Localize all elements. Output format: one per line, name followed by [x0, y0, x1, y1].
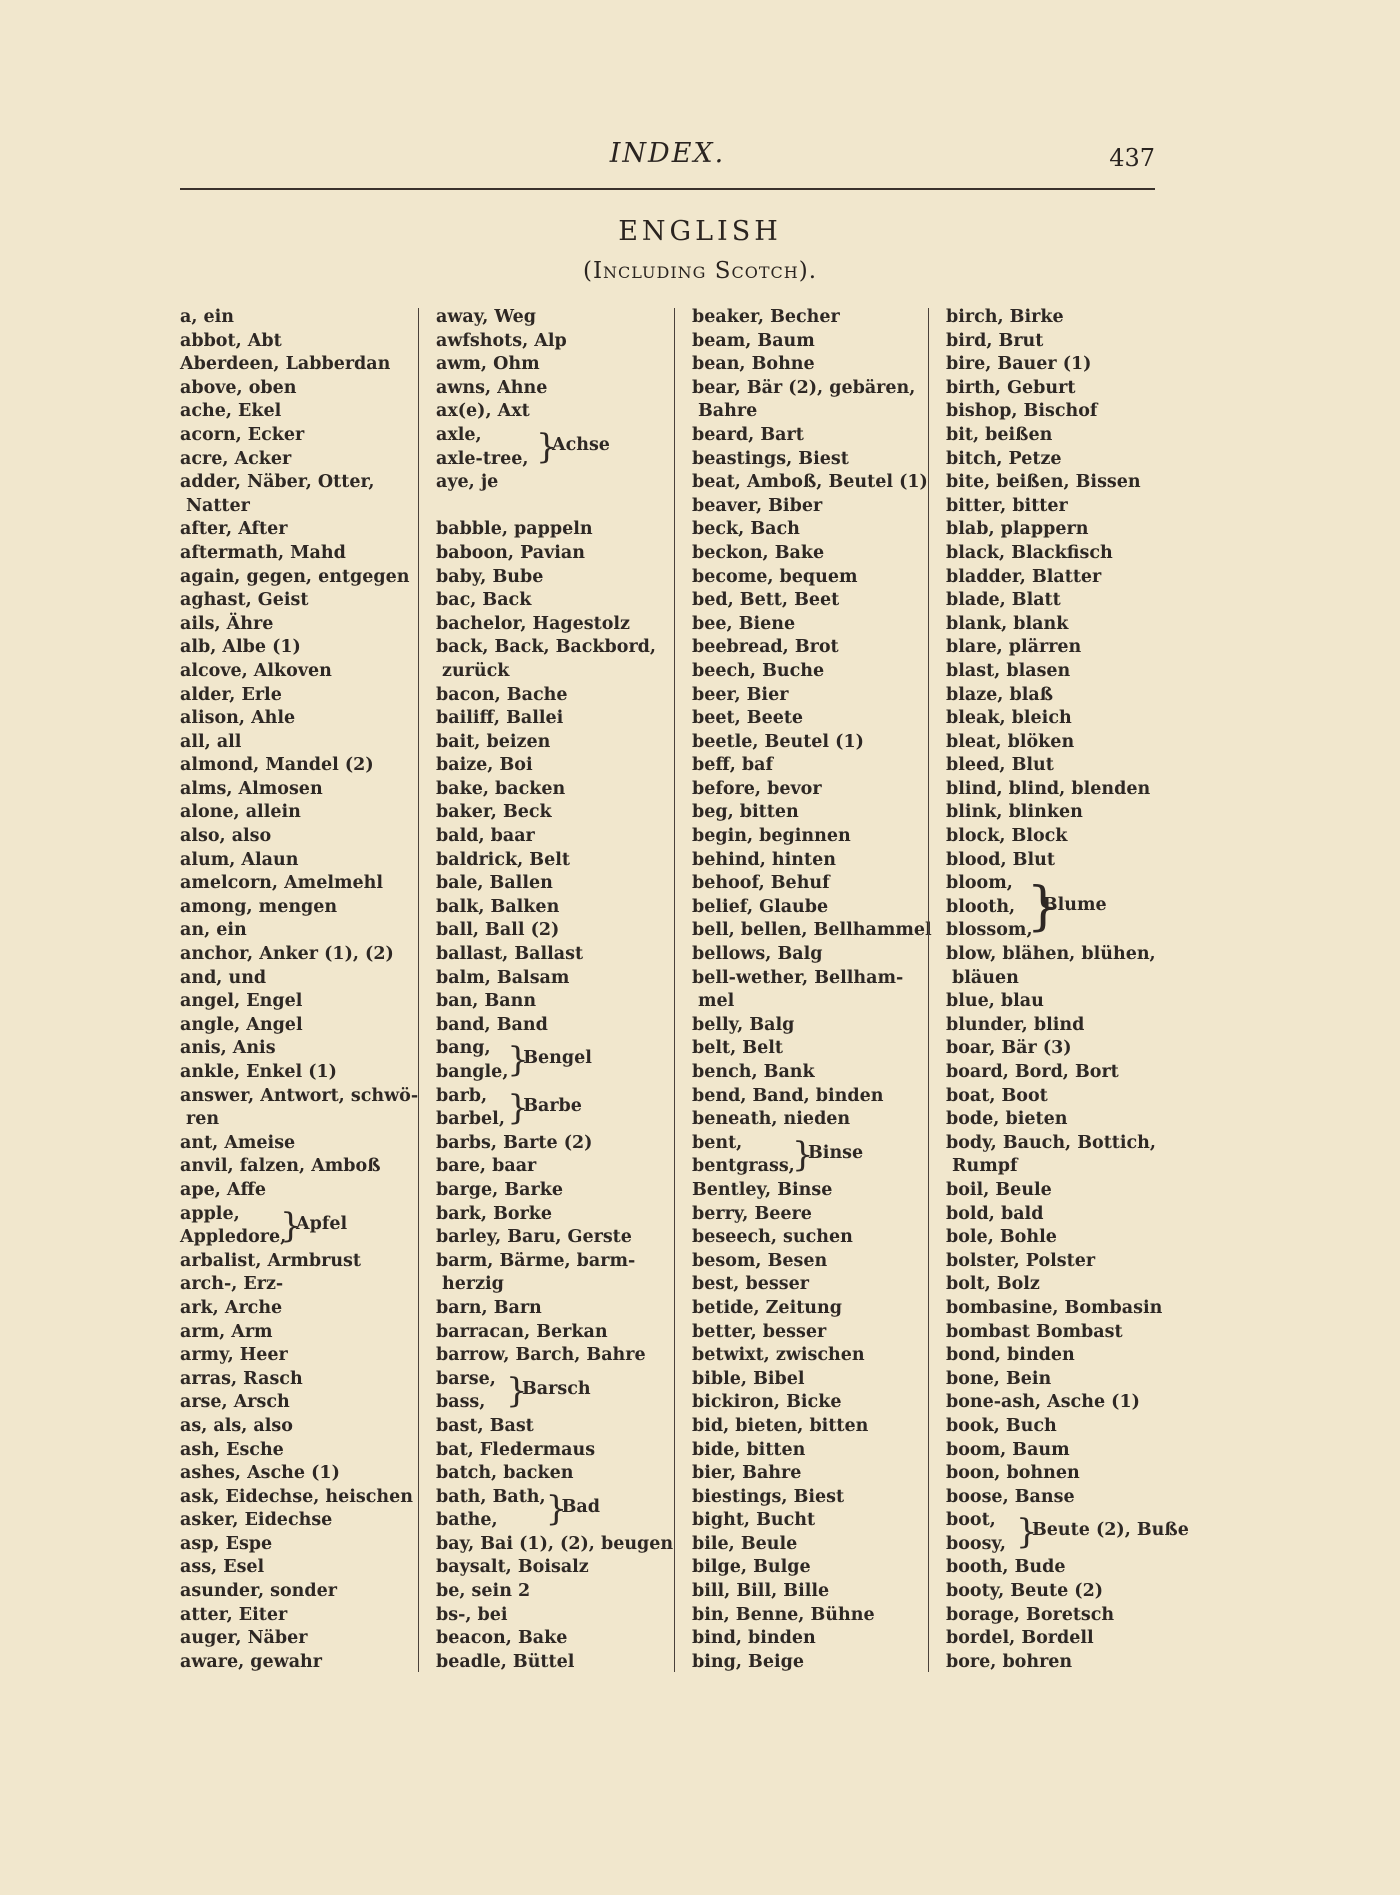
index-entry: bachelor, Hagestolz [436, 613, 630, 634]
index-entry: body, Bauch, Bottich, [946, 1132, 1156, 1153]
index-headword: bath, Bath, [436, 1486, 546, 1507]
index-entry: beastings, Biest [692, 448, 849, 469]
index-entry: bier, Bahre [692, 1463, 802, 1484]
index-entry: bailiff, Ballei [436, 708, 564, 729]
index-entry: better, besser [692, 1321, 827, 1342]
index-entry: blank, blank [946, 613, 1069, 634]
index-entry: borage, Boretsch [946, 1604, 1115, 1625]
column-divider [674, 308, 675, 1672]
index-entry: awfshots, Alp [436, 330, 567, 351]
index-entry: blab, plappern [946, 519, 1089, 540]
index-entry: arch-, Erz- [180, 1274, 284, 1295]
index-entry: begin, beginnen [692, 826, 851, 847]
index-entry: asp, Espe [180, 1533, 273, 1554]
index-entry: blow, blähen, blühen, [946, 944, 1156, 965]
index-entry: bind, binden [692, 1628, 816, 1649]
index-headword: bathe, [436, 1510, 498, 1531]
index-entry: bight, Bucht [692, 1510, 816, 1531]
index-entry-group [180, 1203, 410, 1250]
index-entry: ankle, Enkel (1) [180, 1062, 337, 1082]
index-entry: bean, Bohne [692, 354, 815, 375]
index-entry: bole, Bohle [946, 1227, 1057, 1248]
index-headword: bass, [436, 1392, 486, 1413]
index-entry: barley, Baru, Gerste [436, 1227, 632, 1248]
index-entry: bake, backen [436, 778, 566, 799]
index-entry-continuation: herzig [442, 1274, 504, 1295]
index-entry-group [436, 1486, 666, 1533]
index-entry-group [436, 1037, 666, 1084]
index-entry: bay, Bai (1), (2), beugen [436, 1533, 674, 1554]
index-translation: Barsch [522, 1378, 591, 1399]
index-entry: bide, bitten [692, 1439, 806, 1460]
index-entry: above, oben [180, 377, 297, 398]
index-entry: bone, Bein [946, 1368, 1052, 1389]
index-entry: awns, Ahne [436, 377, 548, 398]
index-headword: blossom, [946, 920, 1033, 941]
index-entry: barn, Barn [436, 1297, 542, 1318]
index-entry: alcove, Alkoven [180, 660, 332, 681]
index-entry-group [946, 1509, 1189, 1556]
index-entry: blaze, blaß [946, 684, 1053, 705]
index-entry: bleat, blöken [946, 731, 1075, 752]
index-entry: beck, Bach [692, 519, 800, 540]
index-entry: bed, Bett, Beet [692, 590, 840, 611]
index-column-1 [180, 306, 419, 1674]
index-entry-continuation: Natter [186, 495, 250, 516]
index-entry: also, also [180, 826, 272, 847]
index-entry: aghast, Geist [180, 590, 309, 611]
index-translation: Bengel [523, 1048, 592, 1069]
index-entry: balm, Balsam [436, 967, 570, 988]
index-entry: Bentley, Binse [692, 1179, 833, 1200]
index-entry-continuation: zurück [442, 660, 510, 681]
index-entry: blink, blinken [946, 802, 1083, 823]
index-entry: ball, Ball (2) [436, 920, 560, 941]
index-entry: among, mengen [180, 896, 338, 917]
index-entry: bombast Bombast [946, 1321, 1123, 1342]
index-entry: blunder, blind [946, 1014, 1085, 1035]
index-entry: bald, baar [436, 826, 535, 847]
index-entry: bark, Borke [436, 1203, 553, 1224]
index-entry: blade, Blatt [946, 590, 1061, 611]
index-entry: an, ein [180, 920, 247, 941]
index-headword: bent, [692, 1132, 743, 1153]
index-entry: betide, Zeitung [692, 1297, 842, 1318]
index-entry: bickiron, Bicke [692, 1392, 842, 1413]
brace-glyph: } [507, 1087, 529, 1128]
index-headword: boosy, [946, 1533, 1007, 1554]
index-entry: ark, Arche [180, 1297, 283, 1318]
index-entry: blue, blau [946, 991, 1044, 1012]
index-entry: ashes, Asche (1) [180, 1463, 340, 1484]
index-entry: ache, Ekel [180, 401, 282, 422]
index-entry: bible, Bibel [692, 1368, 805, 1389]
brace-glyph: } [545, 1488, 568, 1529]
index-entry: anchor, Anker (1), (2) [180, 944, 394, 965]
index-entry: bird, Brut [946, 330, 1044, 351]
index-entry: bit, beißen [946, 424, 1053, 445]
index-entry: back, Back, Backbord, [436, 637, 657, 658]
index-entry: balk, Balken [436, 896, 560, 917]
index-entry: alms, Almosen [180, 778, 323, 799]
index-entry: book, Buch [946, 1415, 1057, 1436]
index-entry: barracan, Berkan [436, 1321, 608, 1342]
index-entry: birch, Birke [946, 307, 1064, 327]
index-translation: Beute (2), Buße [1032, 1520, 1189, 1541]
index-entry: beg, bitten [692, 802, 799, 823]
index-entry: beadle, Büttel [436, 1651, 575, 1672]
index-entry: batch, backen [436, 1463, 574, 1484]
index-entry: bat, Fledermaus [436, 1439, 596, 1460]
column-divider [418, 308, 419, 1672]
index-entry: belief, Glaube [692, 896, 829, 917]
index-entry: bleed, Blut [946, 755, 1054, 776]
index-entry: ballast, Ballast [436, 944, 584, 965]
brace-glyph: } [280, 1205, 302, 1246]
index-entry: after, After [180, 519, 288, 540]
section-subtitle: (Including Scotch). [582, 258, 818, 284]
index-entry: bait, beizen [436, 731, 551, 752]
index-entry: almond, Mandel (2) [180, 755, 374, 776]
index-entry: before, bevor [692, 778, 822, 799]
index-entry: beer, Bier [692, 684, 789, 705]
index-entry-continuation: mel [698, 991, 735, 1012]
index-entry: bleak, bleich [946, 708, 1072, 729]
index-translation: Bad [561, 1496, 600, 1517]
index-entry: bear, Bär (2), gebären, [692, 377, 916, 398]
index-entry: Aberdeen, Labberdan [180, 354, 391, 375]
brace-glyph: } [506, 1370, 528, 1411]
index-entry: boon, bohnen [946, 1463, 1080, 1484]
index-entry: bombasine, Bombasin [946, 1297, 1163, 1318]
index-translation: Barbe [523, 1095, 582, 1116]
index-entry: behind, hinten [692, 849, 836, 870]
page-title: INDEX. [609, 138, 726, 169]
index-entry: alison, Ahle [180, 708, 296, 729]
index-entry: ban, Bann [436, 991, 537, 1012]
index-entry: baldrick, Belt [436, 849, 570, 870]
index-entry: aware, gewahr [180, 1651, 322, 1672]
index-entry: ass, Esel [180, 1557, 265, 1578]
index-entry: bacon, Bache [436, 684, 568, 705]
index-entry: again, gegen, entgegen [180, 566, 410, 587]
index-entry-group [436, 1085, 666, 1132]
index-entry: auger, Näber [180, 1628, 308, 1649]
index-entry: angel, Engel [180, 991, 303, 1012]
index-entry: bone-ash, Asche (1) [946, 1392, 1140, 1413]
index-entry: a, ein [180, 307, 235, 327]
index-entry: beebread, Brot [692, 637, 839, 658]
index-entry: biestings, Biest [692, 1486, 845, 1507]
index-entry: beet, Beete [692, 708, 804, 729]
brace-glyph: } [1026, 877, 1060, 938]
index-entry: arse, Arsch [180, 1392, 290, 1413]
index-headword: bang, [436, 1038, 491, 1059]
brace-glyph: } [1016, 1512, 1038, 1553]
index-entry: bordel, Bordell [946, 1628, 1094, 1649]
index-column-2 [436, 306, 674, 1674]
index-entry: be, sein 2 [436, 1581, 531, 1602]
running-head [180, 134, 1155, 184]
index-entry: beetle, Beutel (1) [692, 731, 864, 752]
index-entry: barge, Barke [436, 1179, 563, 1200]
index-entry: berry, Beere [692, 1203, 812, 1224]
index-entry-group [692, 1132, 922, 1179]
index-translation: Binse [808, 1142, 864, 1163]
index-headword: barse, [436, 1368, 496, 1389]
index-entry: bold, bald [946, 1203, 1044, 1224]
index-entry: and, und [180, 967, 267, 988]
index-entry: bellows, Balg [692, 944, 823, 965]
index-entry: bale, Ballen [436, 873, 553, 894]
index-entry: all, all [180, 731, 242, 752]
index-entry: beard, Bart [692, 424, 804, 445]
index-entry: aftermath, Mahd [180, 542, 346, 563]
index-entry: beat, Amboß, Beutel (1) [692, 472, 928, 493]
index-entry: belly, Balg [692, 1014, 795, 1035]
index-entry: angle, Angel [180, 1014, 303, 1035]
index-entry: blind, blind, blenden [946, 778, 1151, 799]
index-entry: birth, Geburt [946, 377, 1076, 398]
index-entry: abbot, Abt [180, 330, 282, 351]
index-entry: bitter, bitter [946, 495, 1068, 516]
index-entry: asunder, sonder [180, 1581, 337, 1602]
index-entry: bire, Bauer (1) [946, 354, 1092, 375]
index-entry: bolster, Polster [946, 1250, 1096, 1271]
index-entry: arm, Arm [180, 1321, 273, 1342]
index-entry: bishop, Bischof [946, 401, 1098, 422]
index-entry: bast, Bast [436, 1415, 534, 1436]
index-entry: bolt, Bolz [946, 1274, 1040, 1295]
index-entry: alum, Alaun [180, 849, 299, 870]
index-entry: away, Weg [436, 307, 537, 327]
index-entry: beseech, suchen [692, 1227, 853, 1248]
index-entry: army, Heer [180, 1345, 288, 1366]
index-headword: bentgrass, [692, 1156, 795, 1177]
index-entry: beff, baf [692, 755, 774, 776]
index-entry: adder, Näber, Otter, [180, 472, 375, 493]
section-title: ENGLISH [618, 216, 782, 247]
index-entry: bilge, Bulge [692, 1557, 811, 1578]
index-entry: bile, Beule [692, 1533, 798, 1554]
index-headword: blooth, [946, 896, 1016, 917]
index-entry: bite, beißen, Bissen [946, 472, 1141, 493]
index-entry: blood, Blut [946, 849, 1055, 870]
index-entry: bin, Benne, Bühne [692, 1604, 875, 1625]
index-entry: alder, Erle [180, 684, 282, 705]
index-entry: bs-, bei [436, 1604, 508, 1625]
index-column-3 [692, 306, 932, 1674]
index-translation: Blume [1042, 895, 1107, 916]
index-entry: ant, Ameise [180, 1132, 296, 1153]
index-entry: black, Blackfisch [946, 542, 1113, 563]
index-entry: atter, Eiter [180, 1604, 288, 1625]
index-entry: bell, bellen, Bellhammel [692, 920, 932, 941]
index-entry: boose, Banse [946, 1486, 1075, 1507]
index-entry: bee, Biene [692, 613, 796, 634]
index-entry: bing, Beige [692, 1651, 804, 1672]
brace-glyph: } [536, 426, 558, 467]
index-entry: alone, allein [180, 802, 301, 823]
index-entry: booty, Beute (2) [946, 1581, 1104, 1602]
index-entry: acorn, Ecker [180, 424, 305, 445]
index-entry: ash, Esche [180, 1439, 284, 1460]
index-entry: bac, Back [436, 590, 532, 611]
index-entry: beaver, Biber [692, 495, 823, 516]
index-entry: baby, Bube [436, 566, 544, 587]
index-entry: ask, Eidechse, heischen [180, 1486, 414, 1507]
index-entry: asker, Eidechse [180, 1510, 333, 1531]
index-entry-group [946, 872, 1176, 943]
index-entry: babble, pappeln [436, 519, 593, 540]
index-headword: barbel, [436, 1109, 505, 1130]
index-headword: bloom, [946, 873, 1013, 894]
index-entry: blare, plärren [946, 637, 1082, 658]
index-entry: alb, Albe (1) [180, 637, 301, 658]
index-entry-group [436, 424, 666, 471]
index-entry-continuation: Rumpf [952, 1156, 1018, 1177]
index-entry-continuation: bläuen [952, 967, 1019, 988]
index-headword: Appledore, [180, 1227, 287, 1248]
index-entry-continuation: Bahre [698, 401, 758, 422]
index-entry: beneath, nieden [692, 1109, 851, 1130]
index-entry: behoof, Behuf [692, 873, 830, 894]
index-entry: bladder, Blatter [946, 566, 1102, 587]
index-entry: bode, bieten [946, 1109, 1068, 1130]
index-translation: Achse [552, 434, 610, 455]
index-entry-group [436, 1368, 666, 1415]
index-entry: amelcorn, Amelmehl [180, 873, 383, 894]
index-entry: baker, Beck [436, 802, 552, 823]
index-entry: as, als, also [180, 1415, 293, 1436]
index-entry: answer, Antwort, schwö- [180, 1085, 419, 1106]
index-entry: beaker, Becher [692, 307, 840, 327]
index-entry: arbalist, Armbrust [180, 1250, 361, 1271]
index-entry: bond, binden [946, 1345, 1075, 1366]
index-spacer [436, 495, 666, 519]
index-entry: ape, Affe [180, 1179, 266, 1200]
index-headword: bangle, [436, 1062, 509, 1082]
index-entry: bid, bieten, bitten [692, 1415, 869, 1436]
index-translation: Apfel [296, 1213, 348, 1234]
index-entry: bore, bohren [946, 1651, 1073, 1672]
index-entry: bill, Bill, Bille [692, 1581, 830, 1602]
column-divider [928, 308, 929, 1672]
index-headword: axle, [436, 424, 482, 445]
index-entry: become, bequem [692, 566, 858, 587]
index-entry: anvil, falzen, Amboß [180, 1156, 381, 1177]
header-rule [180, 188, 1155, 190]
index-entry: boil, Beule [946, 1179, 1052, 1200]
index-entry: bench, Bank [692, 1062, 815, 1082]
index-entry: boar, Bär (3) [946, 1038, 1072, 1059]
index-entry: baysalt, Boisalz [436, 1557, 589, 1578]
brace-glyph: } [507, 1040, 529, 1081]
index-column-4 [946, 306, 1189, 1674]
index-entry: beacon, Bake [436, 1628, 568, 1649]
index-headword: axle-tree, [436, 448, 529, 469]
index-entry: bell-wether, Bellham- [692, 967, 904, 988]
index-entry: beech, Buche [692, 660, 825, 681]
index-entry: aye, je [436, 472, 499, 493]
index-entry: acre, Acker [180, 448, 292, 469]
index-entry: ax(e), Axt [436, 401, 530, 422]
index-entry: betwixt, zwischen [692, 1345, 865, 1366]
index-entry: bend, Band, binden [692, 1085, 884, 1106]
index-entry: beam, Baum [692, 330, 815, 351]
index-entry: beckon, Bake [692, 542, 825, 563]
index-entry: barbs, Barte (2) [436, 1132, 593, 1153]
index-entry: barm, Bärme, barm- [436, 1250, 636, 1271]
index-headword: barb, [436, 1085, 488, 1106]
index-entry: booth, Bude [946, 1557, 1066, 1578]
index-entry: best, besser [692, 1274, 809, 1295]
index-entry: awm, Ohm [436, 354, 540, 375]
index-entry: boat, Boot [946, 1085, 1048, 1106]
index-entry: board, Bord, Bort [946, 1062, 1119, 1082]
brace-glyph: } [792, 1134, 814, 1175]
index-entry: barrow, Barch, Bahre [436, 1345, 646, 1366]
index-entry: boom, Baum [946, 1439, 1070, 1460]
index-entry: baboon, Pavian [436, 542, 585, 563]
index-entry: block, Block [946, 826, 1068, 847]
index-entry: bare, baar [436, 1156, 537, 1177]
page-number: 437 [1109, 144, 1155, 172]
index-entry: besom, Besen [692, 1250, 828, 1271]
index-entry: ails, Ähre [180, 613, 274, 634]
index-entry: blast, blasen [946, 660, 1071, 681]
index-headword: boot, [946, 1510, 996, 1531]
index-headword: apple, [180, 1203, 240, 1224]
index-entry: baize, Boi [436, 755, 533, 776]
index-entry: band, Band [436, 1014, 548, 1035]
index-entry: arras, Rasch [180, 1368, 303, 1389]
index-entry-continuation: ren [186, 1109, 220, 1130]
index-entry: bitch, Petze [946, 448, 1062, 469]
index-entry: anis, Anis [180, 1038, 276, 1059]
index-entry: belt, Belt [692, 1038, 783, 1059]
